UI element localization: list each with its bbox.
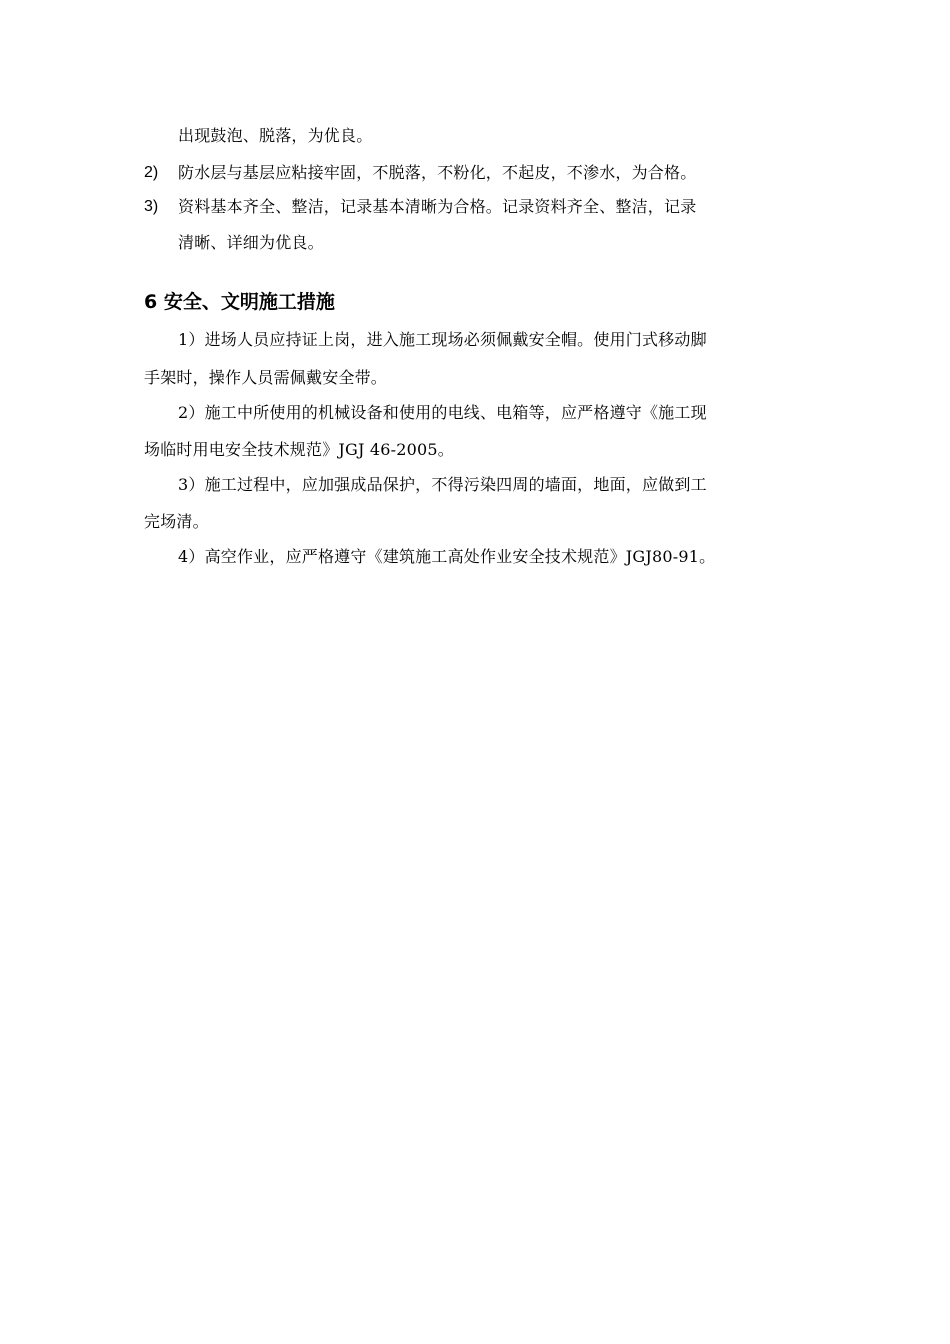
item3-text-line1: 资料基本齐全、整洁，记录基本清晰为合格。记录资料齐全、整洁，记录 <box>178 197 697 216</box>
section-heading: 6 安全、文明施工措施 <box>144 291 335 313</box>
measure2-line1: 2）施工中所使用的机械设备和使用的电线、电箱等，应严格遵守《施工现 <box>178 403 707 422</box>
measure1-line2: 手架时，操作人员需佩戴安全带。 <box>144 368 388 387</box>
item3-text-line2: 清晰、详细为优良。 <box>178 233 324 252</box>
measure2-line2: 场临时用电安全技术规范》JGJ 46-2005。 <box>144 440 454 459</box>
item3-number: 3) <box>144 198 159 215</box>
item2-number: 2) <box>144 164 159 181</box>
measure3-line1: 3）施工过程中，应加强成品保护，不得污染四周的墙面，地面，应做到工 <box>178 475 707 494</box>
measure4-line1: 4）高空作业，应严格遵守《建筑施工高处作业安全技术规范》JGJ80-91。 <box>178 547 716 566</box>
measure3-line2: 完场清。 <box>144 512 209 531</box>
item1-continuation: 出现鼓泡、脱落，为优良。 <box>178 126 373 145</box>
item2-text: 防水层与基层应粘接牢固，不脱落，不粉化，不起皮，不渗水，为合格。 <box>178 163 697 182</box>
measure1-line1: 1）进场人员应持证上岗，进入施工现场必须佩戴安全帽。使用门式移动脚 <box>178 330 707 349</box>
